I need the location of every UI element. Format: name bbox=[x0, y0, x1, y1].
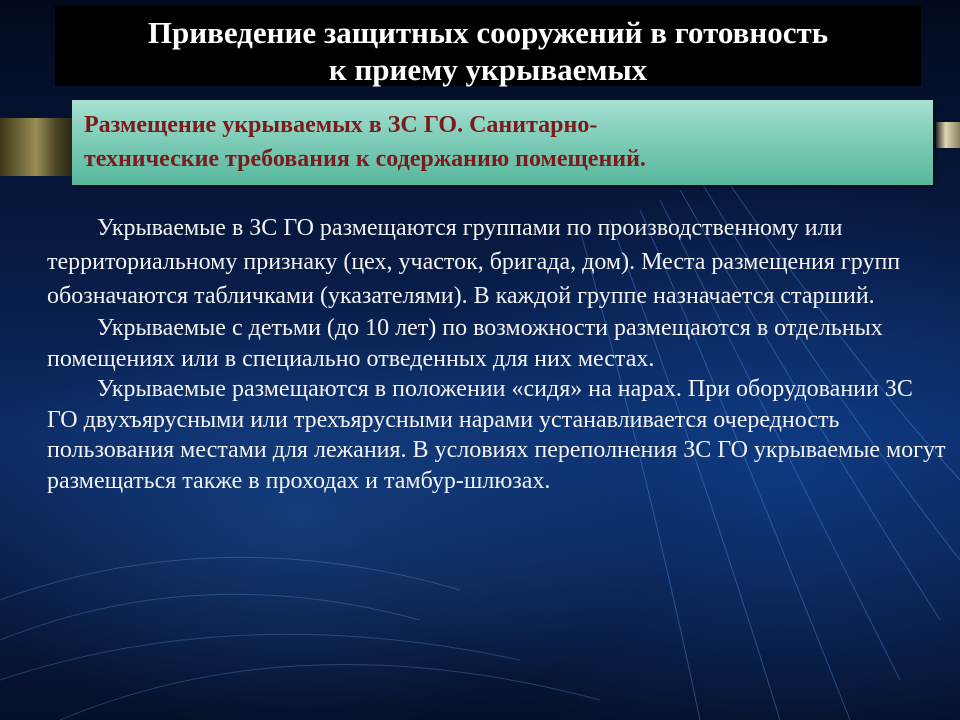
body-paragraph-2: Укрываемые с детьми (до 10 лет) по возможности размещаются в отдельных помещениях или в специально отведенных для них местах. bbox=[47, 315, 883, 372]
slide-title: Приведение защитных сооружений в готовность к приему укрываемых bbox=[147, 15, 829, 87]
decorative-gold-strip bbox=[0, 118, 80, 176]
body-paragraph-3: Укрываемые размещаются в положении «сидя» на нарах. При оборудовании ЗС ГО двухъярусными или трехъярусными нарами устанавливается очередность пользования местами для лежания. В условиях переполнения ЗС ГО укрываемые могут размещаться также в проходах и тамбур-шлюзах. bbox=[47, 376, 946, 494]
title-box bbox=[55, 6, 921, 86]
slide-subtitle: Размещение укрываемых в ЗС ГО. Санитарно- технические требования к содержанию помещений. bbox=[84, 112, 646, 172]
subtitle-box bbox=[72, 100, 933, 185]
body-paragraph-1: Укрываемые в ЗС ГО размещаются группами по производственному или территориальному признаку (цех, участок, бригада, дом). Места размещения групп обозначаются табличками (указателями). В каждой группе назначается старший. bbox=[47, 215, 901, 309]
decorative-gold-strip-right bbox=[936, 122, 960, 148]
body-text bbox=[47, 211, 947, 496]
